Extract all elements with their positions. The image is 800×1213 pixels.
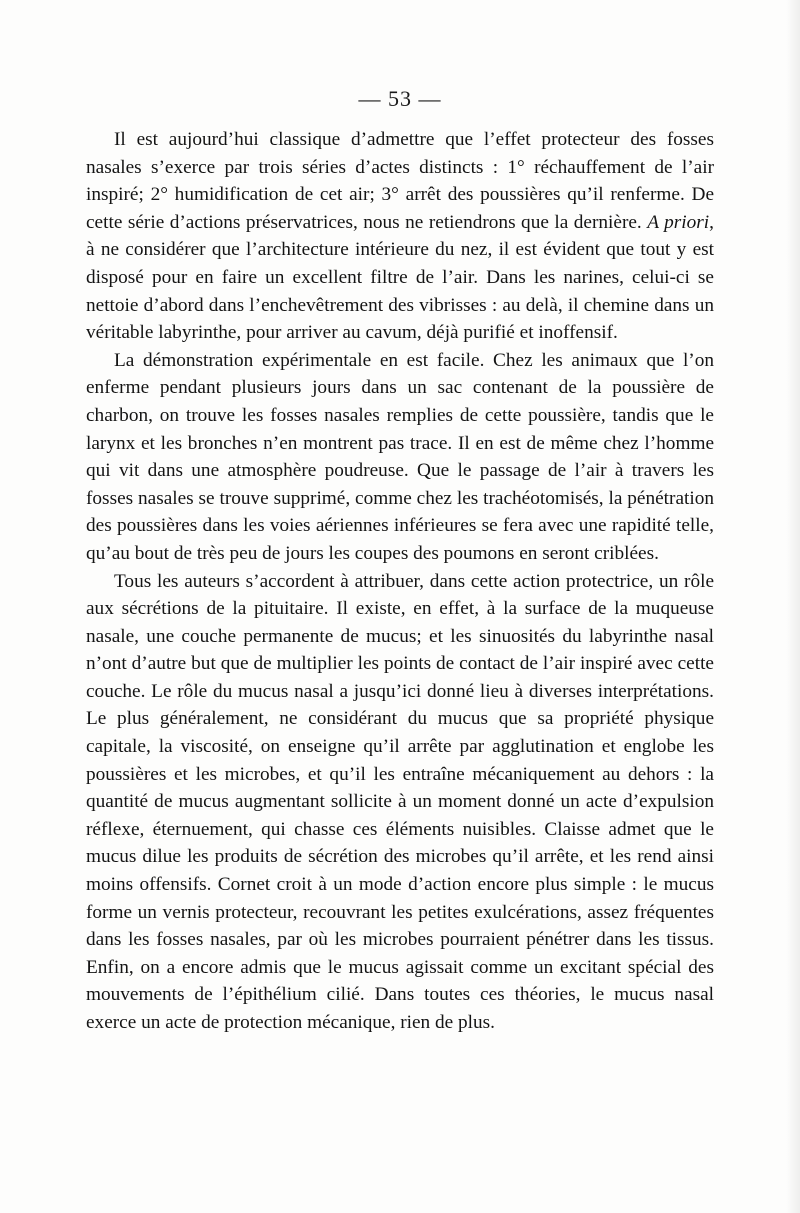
paragraph-1 — [86, 126, 714, 347]
italic-phrase-a-priori: A priori — [647, 211, 710, 233]
paragraph-1-continuation: , à ne considérer que l’architecture intérieure du nez, il est évident que tout y est disposé pour en faire un excellent filtre de l’air. Dans les narines, celui-ci se nettoie d’abord dans l’enchevêtrement des vibrisses : au delà, il chemine dans un véritable labyrinthe, pour arriver au cavum, déjà purifié et inoffensif. — [86, 211, 714, 344]
body-text — [86, 126, 714, 1037]
page-edge-shadow — [786, 0, 800, 1213]
paragraph-1-text: Il est aujourd’hui classique d’admettre que l’effet protecteur des fosses nasales s’exerce par trois séries d’actes distincts : 1° réchauffement de l’air inspiré; 2° humidification de cet air; 3° arrêt des poussières qu’il renferme. De cette série d’actions préservatrices, nous ne retiendrons que la dernière. — [86, 129, 714, 233]
page-number: — 53 — — [358, 86, 442, 111]
paragraph-2: La démonstration expérimentale en est facile. Chez les animaux que l’on enferme pendant plusieurs jours dans un sac contenant de la poussière de charbon, on trouve les fosses nasales remplies de cette poussière, tandis que le larynx et les bronches n’en montrent pas trace. Il en est de même chez l’homme qui vit dans une atmosphère poudreuse. Que le passage de l’air à travers les fosses nasales se trouve supprimé, comme chez les trachéotomisés, la pénétration des poussières dans les voies aériennes inférieures se fera avec une rapidité telle, qu’au bout de très peu de jours les coupes des poumons en seront criblées. — [86, 349, 714, 564]
paragraph-3: Tous les auteurs s’accordent à attribuer, dans cette action protectrice, un rôle aux sécrétions de la pituitaire. Il existe, en effet, à la surface de la muqueuse nasale, une couche permanente de mucus; et les sinuosités du labyrinthe nasal n’ont d’autre but que de multiplier les points de contact de l’air inspiré avec cette couche. Le rôle du mucus nasal a jusqu’ici donné lieu à diverses interprétations. Le plus généralement, ne considérant du mucus que sa propriété physique capitale, la viscosité, on enseigne qu’il arrête par agglutination et englobe les poussières et les microbes, et qu’il les entraîne mécaniquement au dehors : la quantité de mucus augmentant sollicite à un moment donné un acte d’expulsion réflexe, éternuement, qui chasse ces éléments nuisibles. Claisse admet que le mucus dilue les produits de sécrétion des microbes qu’il arrête, et les rend ainsi moins offensifs. Cornet croit à un mode d’action encore plus simple : le mucus forme un vernis protecteur, recouvrant les petites exulcérations, assez fréquentes dans les fosses nasales, par où les microbes pourraient pénétrer dans les tissus. Enfin, on a encore admis que le mucus agissait comme un excitant spécial des mouvements de l’épithélium cilié. Dans toutes ces théories, le mucus nasal exerce un acte de protection mécanique, rien de plus. — [86, 570, 714, 1033]
